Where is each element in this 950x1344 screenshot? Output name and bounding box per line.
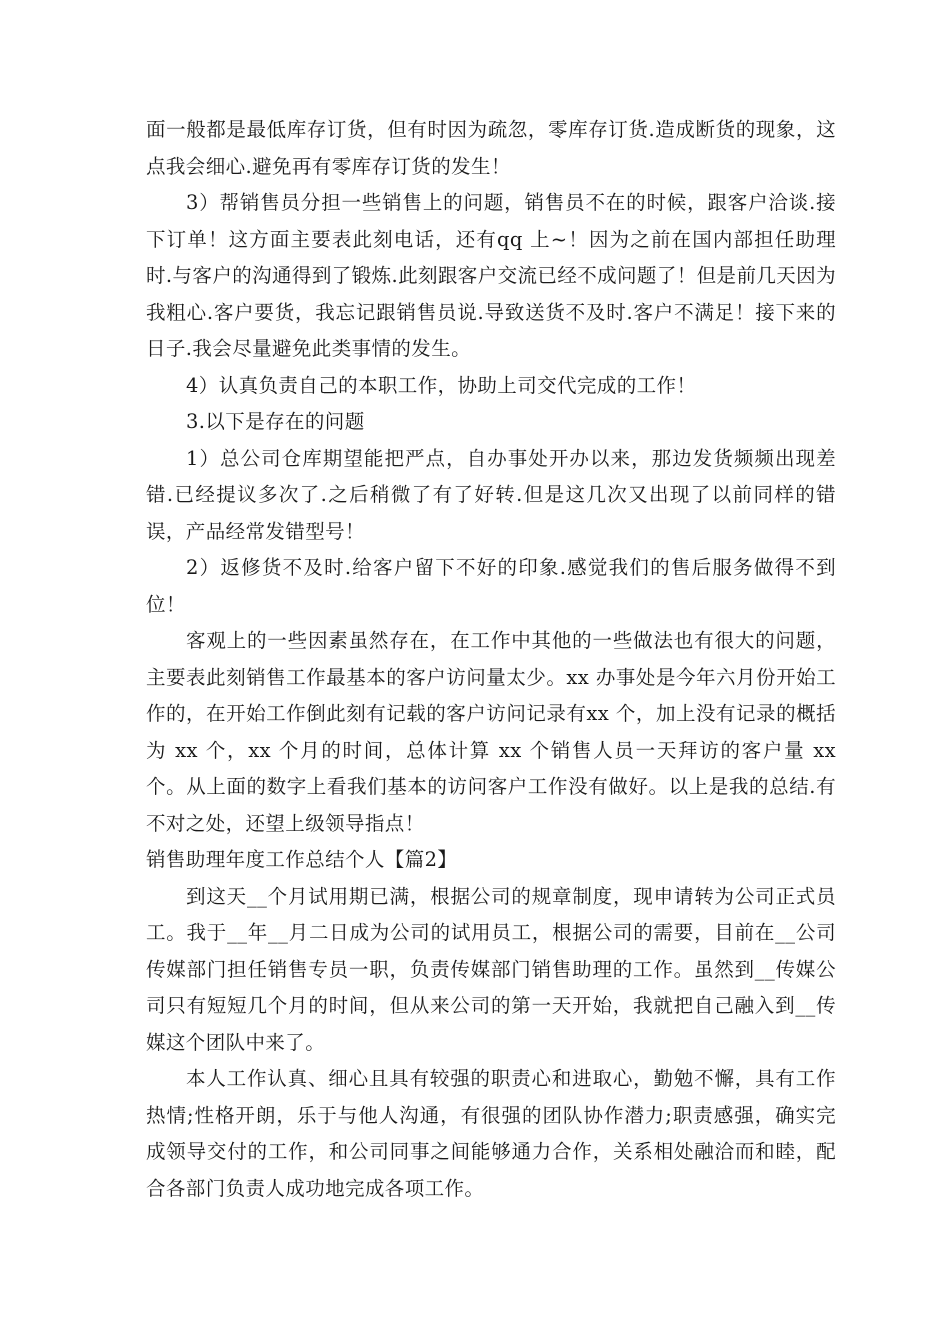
paragraph-problem-1: 1）总公司仓库期望能把严点，自办事处开办以来，那边发货频频出现差错.已经提议多次了.之后稍微了有了好转.但是这几次又出现了以前同样的错误，产品经常发错型号！ [146, 446, 836, 543]
paragraph-summary: 客观上的一些因素虽然存在，在工作中其他的一些做法也有很大的问题，主要表此刻销售工作最基本的客户访问量太少。xx 办事处是今年六月份开始工作的，在开始工作倒此刻有记载的客户访问记录有xx 个，加上没有记录的概括为 xx 个，xx 个月的时间，总体计算 xx 个销售人员一天拜访的客户量 xx 个。从上面的数字上看我们基本的访问客户工作没有做好。以上是我的总结.有不对之处，还望上级领导指点！ [146, 629, 836, 835]
paragraph-self-evaluation: 本人工作认真、细心且具有较强的职责心和进取心，勤勉不懈，具有工作热情;性格开朗，乐于与他人沟通，有很强的团队协作潜力;职责感强，确实完成领导交付的工作，和公司同事之间能够通力合作，关系相处融洽而和睦，配合各部门负责人成功地完成各项工作。 [146, 1067, 836, 1200]
section-heading-problems: 3.以下是存在的问题 [186, 410, 365, 433]
paragraph-application: 到这天__个月试用期已满，根据公司的规章制度，现申请转为公司正式员工。我于__年__月二日成为公司的试用员工，根据公司的需要，目前在__公司传媒部门担任销售专员一职，负责传媒部门销售助理的工作。虽然到__传媒公司只有短短几个月的时间，但从来公司的第一天开始，我就把自己融入到__传媒这个团队中来了。 [146, 884, 836, 1054]
paragraph-problem-2: 2）返修货不及时.给客户留下不好的印象.感觉我们的售后服务做得不到位！ [146, 556, 836, 616]
paragraph-continuation: 面一般都是最低库存订货，但有时因为疏忽，零库存订货.造成断货的现象，这点我会细心.避免再有零库存订货的发生！ [146, 118, 836, 178]
paragraph-item-3: 3）帮销售员分担一些销售上的问题，销售员不在的时候，跟客户洽谈.接下订单！这方面主要表此刻电话，还有qq 上~！因为之前在国内部担任助理时.与客户的沟通得到了锻炼.此刻跟客户交流已经不成问题了！但是前几天因为我粗心.客户要货，我忘记跟销售员说.导致送货不及时.客户不满足！接下来的日子.我会尽量避免此类事情的发生。 [146, 191, 836, 360]
paragraph-item-4: 4）认真负责自己的本职工作，协助上司交代完成的工作！ [186, 373, 697, 397]
document-page [146, 112, 836, 1207]
article-heading-part-2: 销售助理年度工作总结个人【篇2】 [146, 848, 458, 871]
